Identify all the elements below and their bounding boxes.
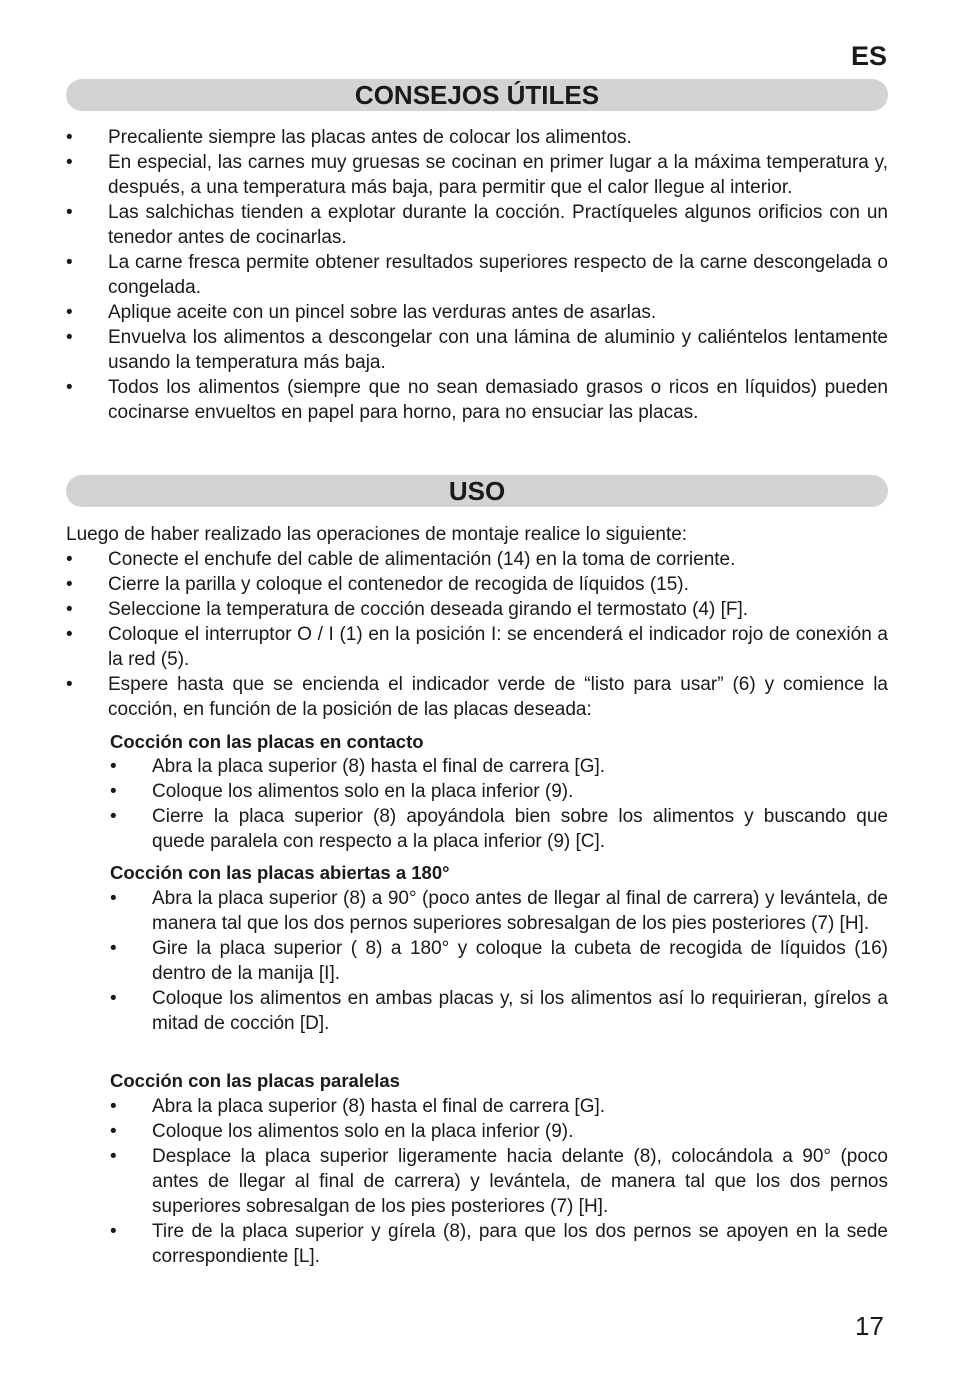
list-item: • Cierre la parilla y coloque el contenedor de recogida de líquidos (15). bbox=[66, 572, 888, 597]
tips-list bbox=[66, 125, 888, 425]
list-item: • En especial, las carnes muy gruesas se cocinan en primer lugar a la máxima temperatura y, después, a una temperatura más baja, para permitir que el calor llegue al interior. bbox=[66, 150, 888, 200]
list-item: • Abra la placa superior (8) hasta el final de carrera [G]. bbox=[110, 754, 888, 779]
list-item: • Abra la placa superior (8) hasta el final de carrera [G]. bbox=[110, 1094, 888, 1119]
mode-list-open-180 bbox=[110, 886, 888, 1036]
list-item: • Espere hasta que se encienda el indicador verde de “listo para usar” (6) y comience la cocción, en función de la posición de las placas deseada: bbox=[66, 672, 888, 722]
section-title-tips: CONSEJOS ÚTILES bbox=[66, 79, 888, 111]
list-item: • Coloque los alimentos en ambas placas y, si los alimentos así lo requirieran, gírelos a mitad de cocción [D]. bbox=[110, 986, 888, 1036]
list-item: • Conecte el enchufe del cable de alimentación (14) en la toma de corriente. bbox=[66, 547, 888, 572]
use-list bbox=[66, 547, 888, 722]
language-code: ES bbox=[851, 41, 888, 71]
use-intro: Luego de haber realizado las operaciones de montaje realice lo siguiente: bbox=[66, 524, 688, 545]
list-item: • Tire de la placa superior y gírela (8), para que los dos pernos se apoyen en la sede correspondiente [L]. bbox=[110, 1219, 888, 1269]
mode-list-contact bbox=[110, 754, 888, 854]
list-item: • Desplace la placa superior ligeramente hacia delante (8), colocándola a 90° (poco antes de llegar al final de carrera) y levántela, de manera tal que los dos pernos superiores sobresalgan de los pies posteriores (7) [H]. bbox=[110, 1144, 888, 1219]
mode-list-parallel bbox=[110, 1094, 888, 1269]
list-item: • Coloque el interruptor O / I (1) en la posición I: se encenderá el indicador rojo de conexión a la red (5). bbox=[66, 622, 888, 672]
page-number: 17 bbox=[855, 1311, 884, 1341]
list-item: • Aplique aceite con un pincel sobre las verduras antes de asarlas. bbox=[66, 300, 888, 325]
section-title-use: USO bbox=[66, 475, 888, 507]
list-item: • Cierre la placa superior (8) apoyándola bien sobre los alimentos y buscando que quede paralela con respecto a la placa inferior (9) [C]. bbox=[110, 804, 888, 854]
list-item: • La carne fresca permite obtener resultados superiores respecto de la carne descongelada o congelada. bbox=[66, 250, 888, 300]
list-item: • Precaliente siempre las placas antes de colocar los alimentos. bbox=[66, 125, 888, 150]
list-item: • Las salchichas tienden a explotar durante la cocción. Practíqueles algunos orificios con un tenedor antes de cocinarlas. bbox=[66, 200, 888, 250]
list-item: • Seleccione la temperatura de cocción deseada girando el termostato (4) [F]. bbox=[66, 597, 888, 622]
list-item: • Todos los alimentos (siempre que no sean demasiado grasos o ricos en líquidos) pueden cocinarse envueltos en papel para horno, para no ensuciar las placas. bbox=[66, 375, 888, 425]
list-item: • Coloque los alimentos solo en la placa inferior (9). bbox=[110, 1119, 888, 1144]
list-item: • Abra la placa superior (8) a 90° (poco antes de llegar al final de carrera) y levántela, de manera tal que los dos pernos superiores sobresalgan de los pies posteriores (7) [H]. bbox=[110, 886, 888, 936]
mode-title-open-180: Cocción con las placas abiertas a 180° bbox=[110, 862, 450, 883]
mode-title-parallel: Cocción con las placas paralelas bbox=[110, 1070, 400, 1091]
list-item: • Envuelva los alimentos a descongelar con una lámina de aluminio y caliéntelos lentamente usando la temperatura más baja. bbox=[66, 325, 888, 375]
list-item: • Gire la placa superior ( 8) a 180° y coloque la cubeta de recogida de líquidos (16) dentro de la manija [I]. bbox=[110, 936, 888, 986]
list-item: • Coloque los alimentos solo en la placa inferior (9). bbox=[110, 779, 888, 804]
mode-title-contact: Cocción con las placas en contacto bbox=[110, 731, 424, 752]
